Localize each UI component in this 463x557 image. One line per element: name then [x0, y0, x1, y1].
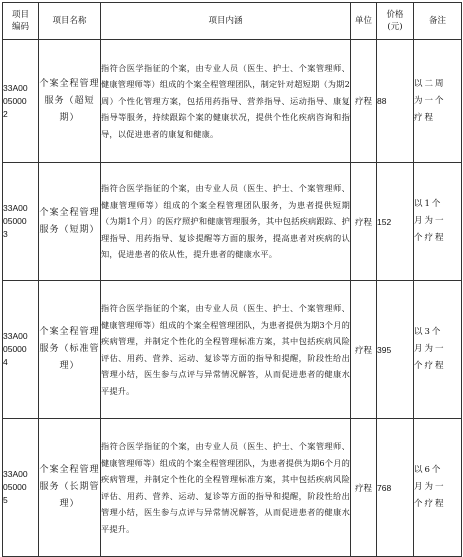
- item-remark: 以1个 月为一 个疗程: [414, 163, 462, 281]
- table-row: [3, 281, 462, 419]
- header-content: 项目内涵: [101, 3, 351, 40]
- item-code: 33A00 05000 2: [3, 40, 39, 163]
- item-name: 个案全程管理服务（超短期）: [39, 40, 101, 163]
- item-unit: 疗程: [351, 419, 377, 557]
- item-content: 指符合医学指征的个案，由专业人员（医生、护士、个案管理师、健康管理师等）组成的个案全程管理团队，制定针对超短期（为期2周）个性化管理方案，包括用药指导、营养指导、运动指导、康复指导等服务，持续跟踪个案的健康状况，提供个性化疾病咨询和指导，以促进患者的康复和健康。: [101, 40, 351, 163]
- item-code: 33A00 05000 3: [3, 163, 39, 281]
- item-unit: 疗程: [351, 40, 377, 163]
- item-remark: 以3个 月为一 个疗程: [414, 281, 462, 419]
- item-code: 33A00 05000 4: [3, 281, 39, 419]
- item-price: 768: [377, 419, 414, 557]
- item-price: 395: [377, 281, 414, 419]
- item-name: 个案全程管理服务（长期管理）: [39, 419, 101, 557]
- item-code: 33A00 05000 5: [3, 419, 39, 557]
- item-unit: 疗程: [351, 163, 377, 281]
- header-code: 项目 编码: [3, 3, 39, 40]
- item-content: 指符合医学指征的个案，由专业人员（医生、护士、个案管理师、健康管理师等）组成的个案全程管理团队，为患者提供为期6个月的疾病管理，并制定个性化的全程管理标准方案，其中包括疾病风险评估、用药、营养、运动、复诊等方面的指导和提醒，阶段性给出管理小结，医生参与点评与异常情况解答，从而促进患者的健康水平提升。: [101, 419, 351, 557]
- table-row: [3, 40, 462, 163]
- header-remark: 备注: [414, 3, 462, 40]
- item-name: 个案全程管理服务（标准管理）: [39, 281, 101, 419]
- header-name: 项目名称: [39, 3, 101, 40]
- service-fee-table: [2, 2, 462, 557]
- item-price: 88: [377, 40, 414, 163]
- item-remark: 以6个 月为一 个疗程: [414, 419, 462, 557]
- header-price: 价格 (元): [377, 3, 414, 40]
- item-content: 指符合医学指征的个案，由专业人员（医生、护士、个案管理师、健康管理师等）组成的个案全程管理团队服务，为患者提供短期（为期1个月）的医疗照护和健康管理服务，其中包括疾病跟踪、护理指导、用药指导、复诊提醒等方面的服务，提高患者对疾病的认知，促进患者的依从性，提升患者的健康水平。: [101, 163, 351, 281]
- item-unit: 疗程: [351, 281, 377, 419]
- table-row: [3, 163, 462, 281]
- item-name: 个案全程管理服务（短期）: [39, 163, 101, 281]
- table-header-row: [3, 3, 462, 40]
- item-content: 指符合医学指征的个案，由专业人员（医生、护士、个案管理师、健康管理师等）组成的个案全程管理团队，为患者提供为期3个月的疾病管理，并制定个性化的全程管理标准方案，其中包括疾病风险评估、用药、营养、运动、复诊等方面的指导和提醒，阶段性给出管理小结，医生参与点评与异常情况解答，从而促进患者的健康水平提升。: [101, 281, 351, 419]
- item-remark: 以二周 为一个 疗程: [414, 40, 462, 163]
- header-unit: 单位: [351, 3, 377, 40]
- item-price: 152: [377, 163, 414, 281]
- table-row: [3, 419, 462, 557]
